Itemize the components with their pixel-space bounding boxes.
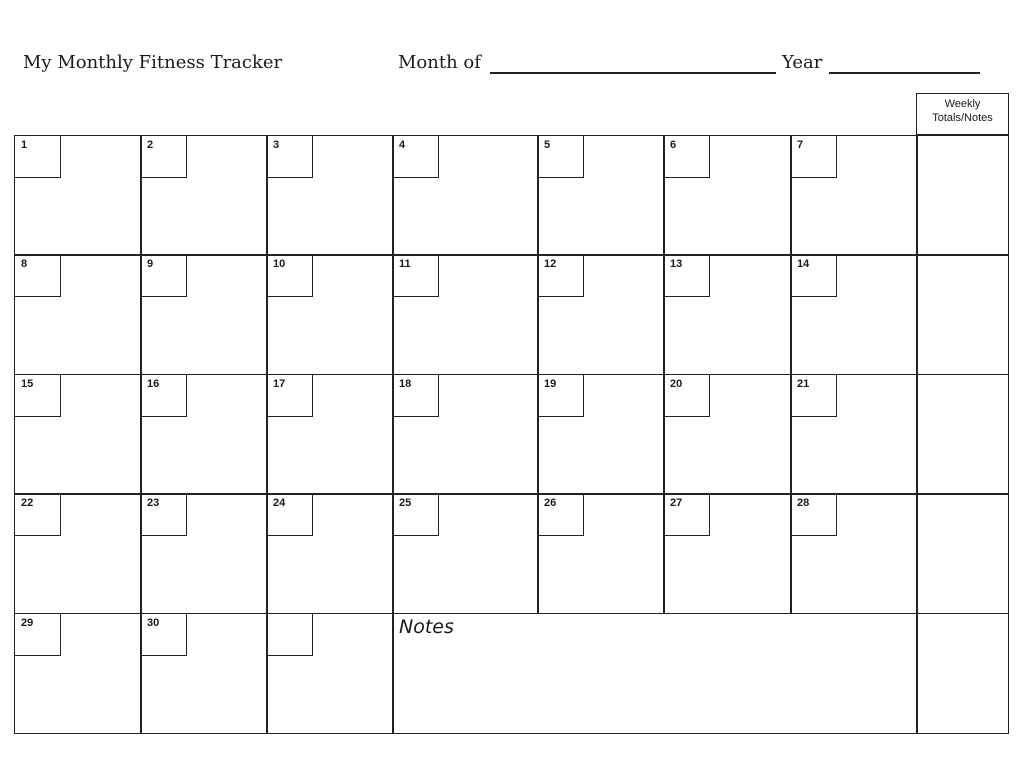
day-number-box xyxy=(267,255,313,297)
day-number-box xyxy=(267,375,313,417)
notes-area[interactable] xyxy=(392,613,918,734)
day-number-box xyxy=(15,255,61,297)
day-number-box xyxy=(664,255,710,297)
day-number-box xyxy=(393,494,439,536)
day-cell[interactable] xyxy=(790,135,918,256)
weekly-totals-cell[interactable] xyxy=(916,374,1009,495)
day-number-box xyxy=(538,494,584,536)
day-number-box xyxy=(141,494,187,536)
day-number: 30 xyxy=(147,617,160,629)
day-number-box xyxy=(141,255,187,297)
day-cell[interactable] xyxy=(14,374,142,495)
day-number-box xyxy=(791,494,837,536)
day-cell[interactable] xyxy=(14,613,142,734)
day-number-box xyxy=(267,494,313,536)
day-cell[interactable] xyxy=(537,135,665,256)
day-number-box xyxy=(538,375,584,417)
day-number: 9 xyxy=(147,258,154,270)
weekly-totals-cell[interactable] xyxy=(916,493,1009,614)
day-number: 15 xyxy=(21,378,34,390)
day-cell[interactable] xyxy=(663,135,792,256)
day-number: 16 xyxy=(147,378,160,390)
weekly-totals-cell[interactable] xyxy=(916,613,1009,734)
day-number: 18 xyxy=(399,378,412,390)
day-cell[interactable] xyxy=(663,254,792,375)
day-number: 12 xyxy=(544,258,557,270)
day-number-box xyxy=(538,255,584,297)
weekly-header-line1: Weekly xyxy=(944,98,981,110)
day-cell[interactable] xyxy=(14,493,142,614)
day-cell[interactable] xyxy=(266,493,394,614)
day-number-box xyxy=(664,494,710,536)
day-number: 3 xyxy=(273,139,280,151)
day-number: 7 xyxy=(797,139,804,151)
day-cell[interactable] xyxy=(790,254,918,375)
weekly-totals-header xyxy=(916,93,1009,135)
day-number: 2 xyxy=(147,139,154,151)
day-number: 22 xyxy=(21,497,34,509)
day-number-box xyxy=(141,375,187,417)
day-number: 29 xyxy=(21,617,34,629)
day-number: 13 xyxy=(670,258,683,270)
day-cell[interactable] xyxy=(266,135,394,256)
day-cell[interactable] xyxy=(140,254,268,375)
day-number: 20 xyxy=(670,378,683,390)
day-number-box xyxy=(393,375,439,417)
day-number-box xyxy=(15,375,61,417)
day-number-box xyxy=(393,136,439,178)
day-cell[interactable] xyxy=(266,374,394,495)
day-number-box xyxy=(141,136,187,178)
day-cell[interactable] xyxy=(663,374,792,495)
day-cell[interactable] xyxy=(392,493,539,614)
day-cell[interactable] xyxy=(140,135,268,256)
day-cell[interactable] xyxy=(266,254,394,375)
day-cell[interactable] xyxy=(392,135,539,256)
day-number: 14 xyxy=(797,258,810,270)
day-number: 19 xyxy=(544,378,557,390)
day-cell[interactable] xyxy=(790,374,918,495)
day-number-box xyxy=(15,136,61,178)
day-number-box xyxy=(141,614,187,656)
day-cell[interactable] xyxy=(140,374,268,495)
day-number: 4 xyxy=(399,139,406,151)
day-number-box xyxy=(15,614,61,656)
day-number: 11 xyxy=(399,258,411,270)
month-blank-line[interactable] xyxy=(490,72,776,74)
day-number: 1 xyxy=(21,139,28,151)
day-cell[interactable] xyxy=(140,493,268,614)
day-number-box xyxy=(664,136,710,178)
day-number: 27 xyxy=(670,497,683,509)
day-number-box xyxy=(791,375,837,417)
day-number-box xyxy=(267,614,313,656)
day-cell[interactable] xyxy=(537,374,665,495)
day-number: 17 xyxy=(273,378,286,390)
day-cell[interactable] xyxy=(14,254,142,375)
day-cell[interactable] xyxy=(266,613,394,734)
notes-label: Notes xyxy=(399,616,454,638)
year-blank-line[interactable] xyxy=(829,72,980,74)
day-number-box xyxy=(267,136,313,178)
day-number: 24 xyxy=(273,497,286,509)
day-number-box xyxy=(15,494,61,536)
day-number-box xyxy=(791,136,837,178)
day-number: 23 xyxy=(147,497,160,509)
day-cell[interactable] xyxy=(392,374,539,495)
day-number-box xyxy=(791,255,837,297)
weekly-totals-cell[interactable] xyxy=(916,254,1009,375)
day-number-box xyxy=(538,136,584,178)
weekly-totals-cell[interactable] xyxy=(916,135,1009,256)
day-number: 6 xyxy=(670,139,677,151)
day-cell[interactable] xyxy=(14,135,142,256)
day-number: 28 xyxy=(797,497,810,509)
day-cell[interactable] xyxy=(663,493,792,614)
day-cell[interactable] xyxy=(537,493,665,614)
weekly-header-line2: Totals/Notes xyxy=(932,112,993,124)
page-title: My Monthly Fitness Tracker xyxy=(23,52,283,73)
day-number: 10 xyxy=(273,258,286,270)
day-number: 5 xyxy=(544,139,551,151)
day-number-box xyxy=(664,375,710,417)
day-cell[interactable] xyxy=(537,254,665,375)
day-number: 26 xyxy=(544,497,557,509)
year-label: Year xyxy=(782,52,823,73)
day-cell[interactable] xyxy=(140,613,268,734)
day-cell[interactable] xyxy=(392,254,539,375)
day-number-box xyxy=(393,255,439,297)
day-number: 25 xyxy=(399,497,412,509)
day-number: 8 xyxy=(21,258,28,270)
month-label: Month of xyxy=(398,52,481,73)
day-cell[interactable] xyxy=(790,493,918,614)
day-number: 21 xyxy=(797,378,810,390)
